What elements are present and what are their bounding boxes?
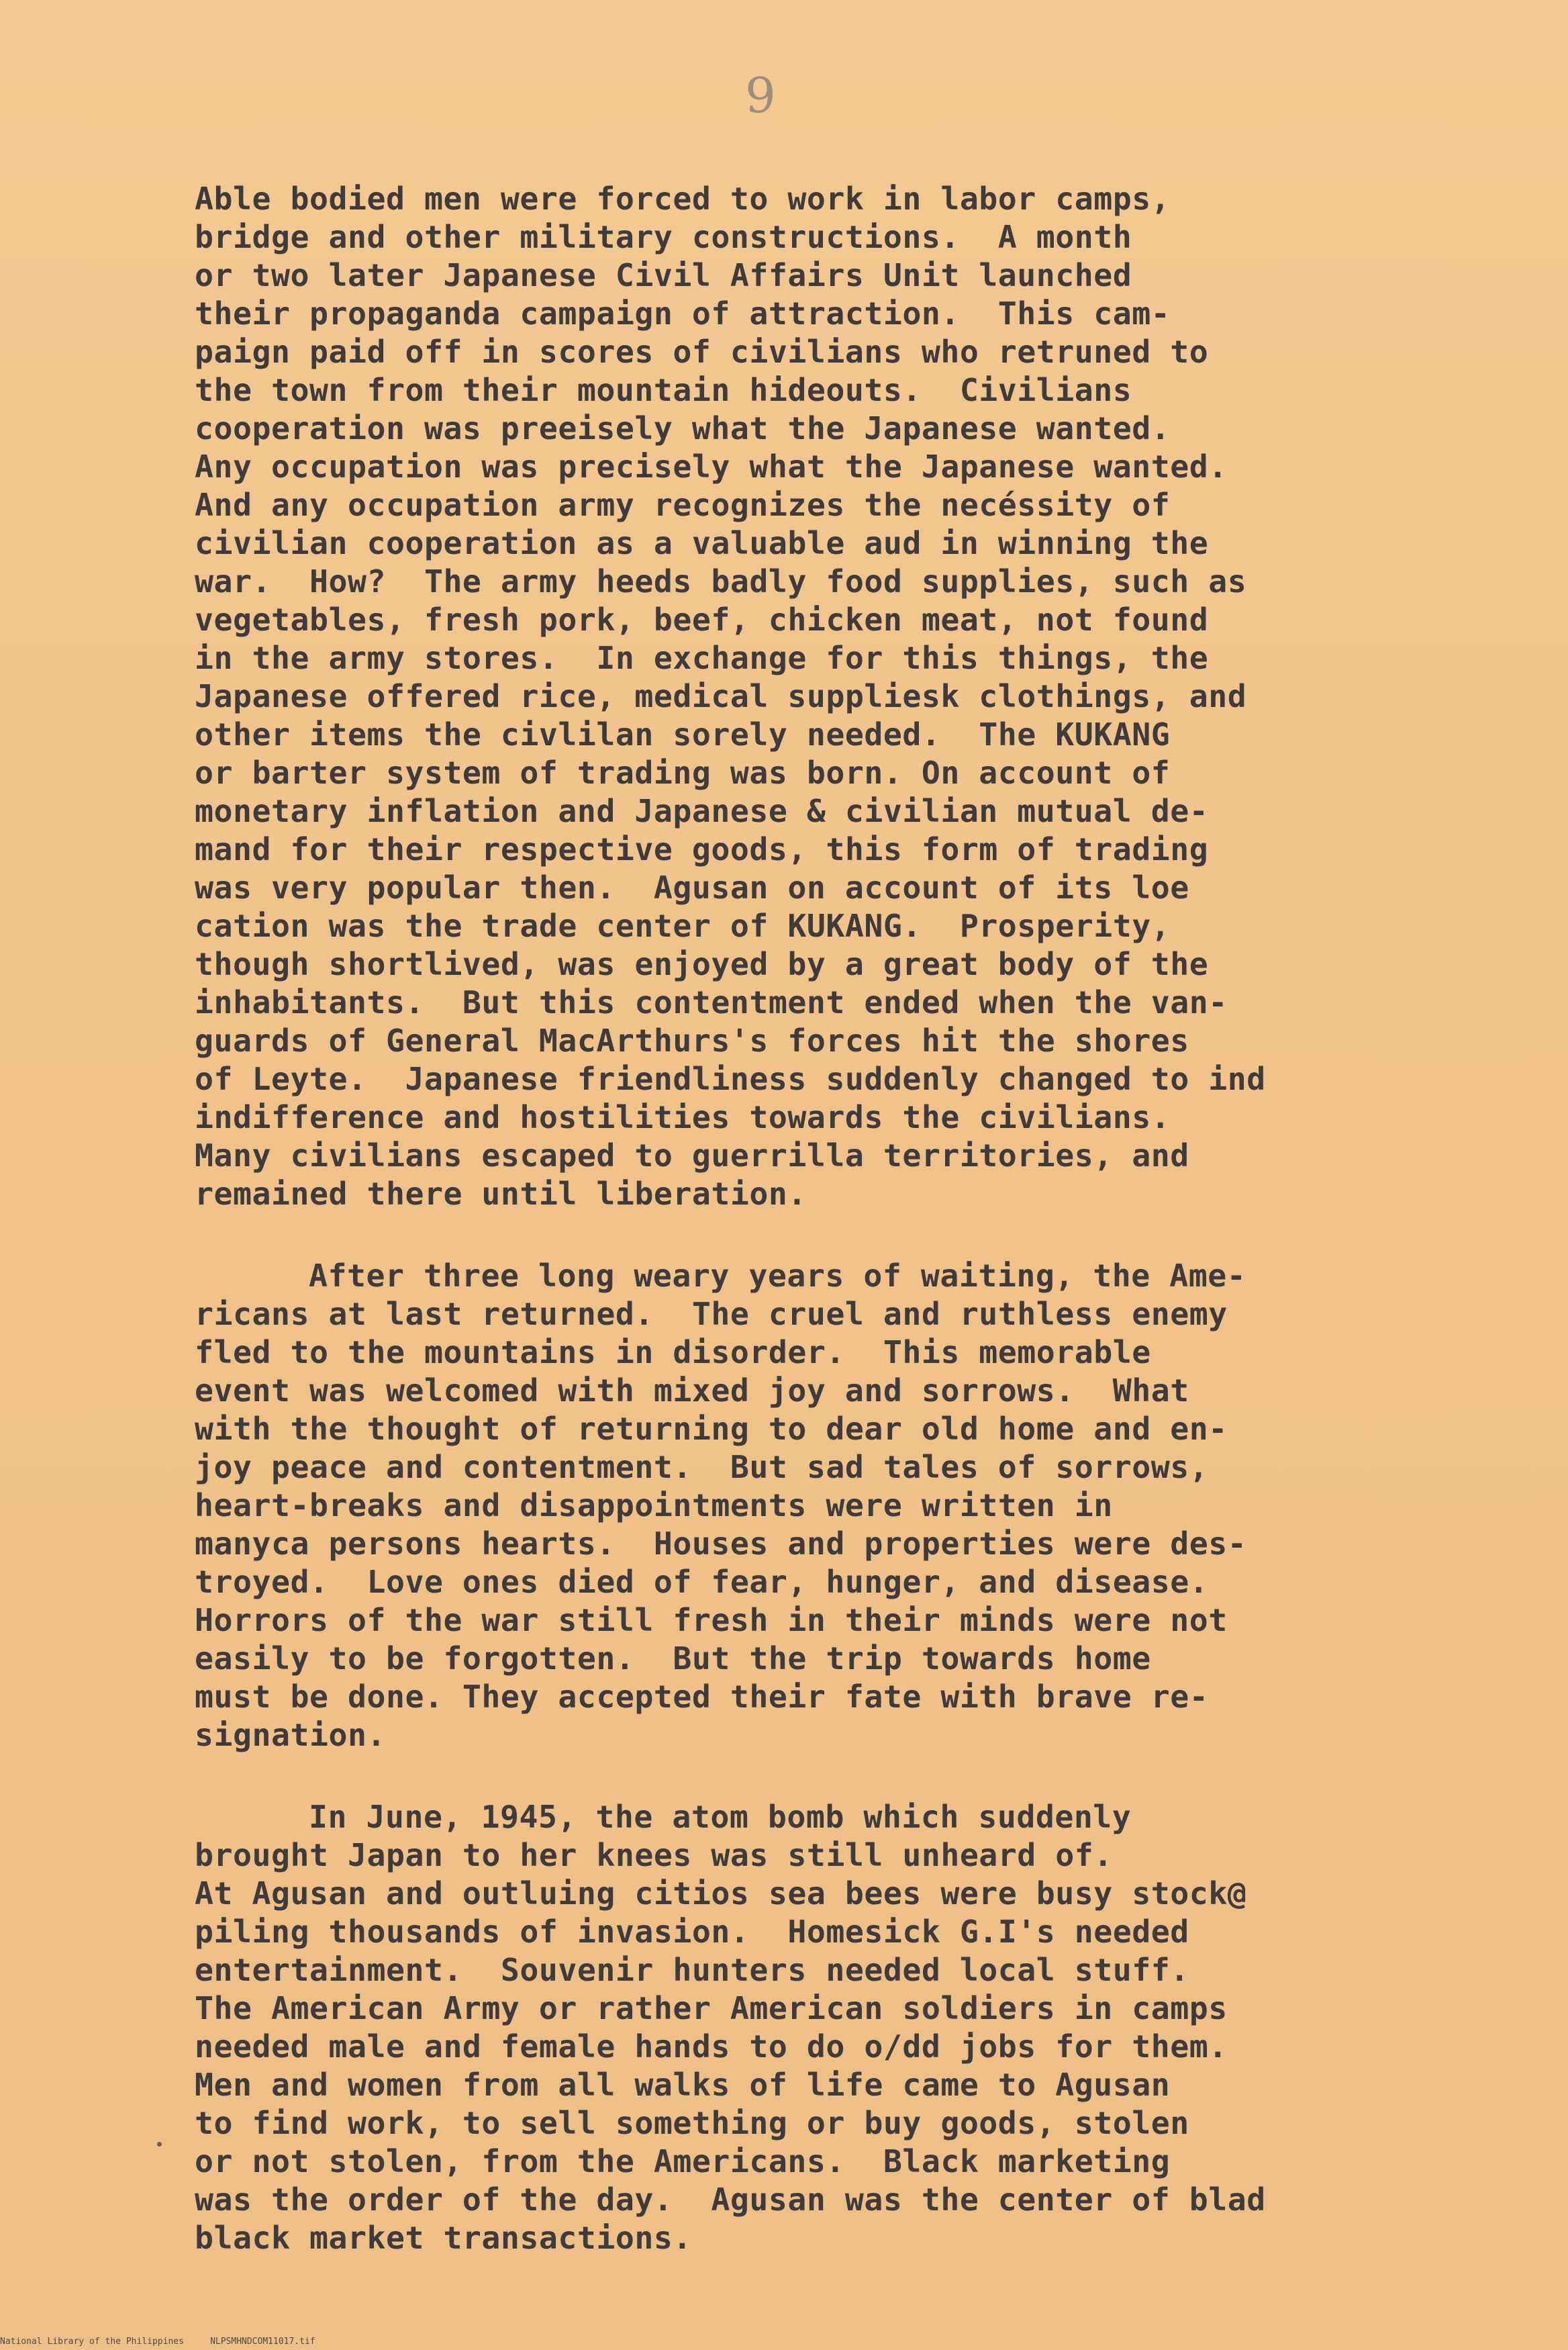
paragraph-3 — [195, 1798, 1470, 2257]
text-line: piling thousands of invasion. Homesick G.I's needed — [195, 1914, 1189, 1950]
paragraph-spacer — [195, 1754, 1470, 1798]
text-line: monetary inflation and Japanese & civilian mutual de- — [195, 793, 1209, 829]
text-line: war. How? The army heeds badly food supplies, such as — [195, 563, 1247, 600]
text-line: brought Japan to her knees was still unheard of. — [195, 1837, 1113, 1873]
text-line: Able bodied men were forced to work in labor camps, — [195, 181, 1171, 217]
text-line: troyed. Love ones died of fear, hunger, and disease. — [195, 1564, 1209, 1600]
text-line: the town from their mountain hideouts. Civilians — [195, 372, 1132, 408]
text-line: or barter system of trading was born. On account of — [195, 755, 1171, 791]
text-line: fled to the mountains in disorder. This memorable — [195, 1334, 1151, 1370]
text-line: And any occupation army recognizes the necéssity of — [195, 487, 1171, 523]
text-line: After three long weary years of waiting, the Ame- — [309, 1258, 1246, 1294]
text-line: signation. — [195, 1717, 386, 1753]
text-line: remained there until liberation. — [195, 1176, 807, 1212]
text-line: other items the civlilan sorely needed. The KUKANG — [195, 716, 1171, 753]
text-line: paign paid off in scores of civilians who retruned to — [195, 334, 1209, 370]
text-line: with the thought of returning to dear old home and en- — [195, 1411, 1228, 1447]
text-line: was the order of the day. Agusan was the center of blad — [195, 2181, 1266, 2218]
text-line: manyca persons hearts. Houses and properties were des- — [195, 1525, 1247, 1562]
text-line: vegetables, fresh pork, beef, chicken meat, not found — [195, 602, 1209, 638]
text-line: or not stolen, from the Americans. Black marketing — [195, 2143, 1171, 2179]
text-line: must be done. They accepted their fate with brave re- — [195, 1679, 1209, 1715]
text-line: The American Army or rather American soldiers in camps — [195, 1990, 1228, 2026]
ink-speck — [157, 2142, 162, 2147]
text-line: ricans at last returned. The cruel and ruthless enemy — [195, 1296, 1228, 1332]
text-line: entertainment. Souvenir hunters needed local stuff. — [195, 1952, 1189, 1988]
scan-footer-text: National Library of the Philippines NLPSMHNDCOM11017.tif — [0, 2337, 315, 2347]
text-line: black market transactions. — [195, 2220, 692, 2256]
text-line: Horrors of the war still fresh in their minds were not — [195, 1602, 1228, 1638]
text-line: joy peace and contentment. But sad tales of sorrows, — [195, 1449, 1209, 1485]
paragraph-spacer — [195, 1213, 1470, 1257]
text-line: event was welcomed with mixed joy and sorrows. What — [195, 1372, 1189, 1409]
text-line: cooperation was preeisely what the Japanese wanted. — [195, 410, 1171, 446]
paragraph-1 — [195, 180, 1470, 1213]
text-line: mand for their respective goods, this form of trading — [195, 831, 1209, 867]
paragraph-2 — [195, 1257, 1470, 1754]
text-line: Men and women from all walks of life came to Agusan — [195, 2067, 1171, 2103]
text-line: to find work, to sell something or buy goods, stolen — [195, 2105, 1189, 2141]
text-line: Many civilians escaped to guerrilla territories, and — [195, 1137, 1189, 1174]
text-line: cation was the trade center of KUKANG. Prosperity, — [195, 908, 1171, 944]
text-line: Any occupation was precisely what the Japanese wanted. — [195, 449, 1228, 485]
text-line: in the army stores. In exchange for this things, the — [195, 640, 1209, 676]
text-line: At Agusan and outluing citios sea bees were busy stock@ — [195, 1875, 1247, 1912]
text-line: of Leyte. Japanese friendliness suddenly changed to ind — [195, 1061, 1266, 1097]
typed-text-body — [195, 180, 1470, 2257]
text-line: easily to be forgotten. But the trip towards home — [195, 1640, 1151, 1677]
text-line: bridge and other military constructions. A month — [195, 219, 1132, 255]
text-line: heart-breaks and disappointments were written in — [195, 1487, 1113, 1523]
text-line: or two later Japanese Civil Affairs Unit launched — [195, 257, 1132, 293]
text-line: their propaganda campaign of attraction. This cam- — [195, 295, 1171, 332]
text-line: civilian cooperation as a valuable aud in winning the — [195, 525, 1209, 561]
text-line: In June, 1945, the atom bomb which suddenly — [309, 1799, 1132, 1835]
text-line: Japanese offered rice, medical suppliesk clothings, and — [195, 678, 1247, 714]
text-line: indifference and hostilities towards the civilians. — [195, 1099, 1171, 1135]
text-line: inhabitants. But this contentment ended when the van- — [195, 984, 1228, 1021]
text-line: though shortlived, was enjoyed by a great body of the — [195, 946, 1209, 982]
page-number: 9 — [745, 67, 776, 124]
text-line: was very popular then. Agusan on account of its loe — [195, 869, 1189, 906]
text-line: needed male and female hands to do o/dd jobs for them. — [195, 2028, 1228, 2065]
text-line: guards of General MacArthurs's forces hit the shores — [195, 1023, 1189, 1059]
